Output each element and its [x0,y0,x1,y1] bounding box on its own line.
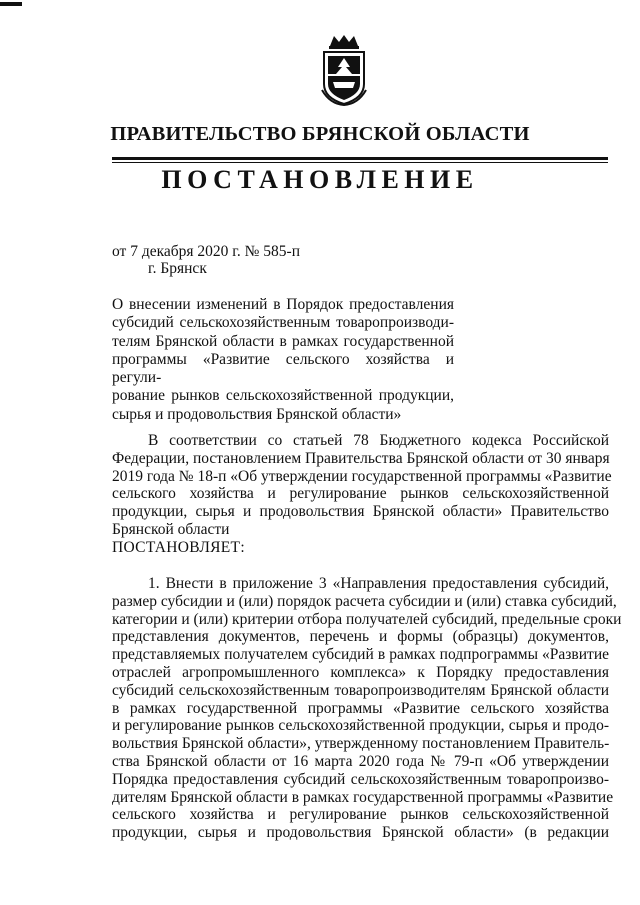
preamble-line: 2019 года № 18-п «Об утверждении государственной программы «Развитие [112,467,612,485]
header-divider-thin [112,162,608,163]
point-1-line: категории и (или) критерии отбора получателей субсидий, предельные сроки [112,610,622,628]
point-1-line: сельского хозяйства и регулирование рынков сельскохозяйственной [112,806,609,824]
document-subject [112,296,454,424]
preamble-line: Брянской области [112,520,230,538]
subject-line: рование рынков сельскохозяйственной продукции, [112,387,454,405]
organization-title: ПРАВИТЕЛЬСТВО БРЯНСКОЙ ОБЛАСТИ [110,123,530,145]
preamble-line: сельского хозяйства и регулирование рынков сельскохозяйственной [112,485,609,503]
point-1-line: отраслей агропромышленного комплекса» к Порядку предоставления [112,663,609,681]
preamble-paragraph [112,432,612,539]
point-1-line: дителям Брянской области в рамках государственной программы «Развитие [112,788,614,806]
point-1-line: представляемых получателем субсидий в рамках подпрограммы «Развитие [112,646,609,664]
document-city: г. Брянск [148,260,207,277]
header-divider [112,157,608,160]
point-1-line: Порядка предоставления субсидий сельскохозяйственным товаропроизво- [112,770,609,788]
point-1-line: субсидий сельскохозяйственным товаропроизводителям Брянской области [112,681,609,699]
point-1-line: 1. Внести в приложение 3 «Направления предоставления субсидий, [148,575,609,592]
point-1-line: и регулирование рынков сельскохозяйственной продукции, сырья и продо- [112,717,609,735]
subject-line: субсидий сельскохозяйственным товаропроизводи- [112,314,454,332]
decree-word: ПОСТАНОВЛЯЕТ: [112,539,245,556]
point-1-line: в рамках государственной программы «Развитие сельского хозяйства [112,699,609,717]
bryansk-coat-of-arms-icon [320,34,368,106]
preamble-line: В соответствии со статьей 78 Бюджетного кодекса Российской [148,432,609,449]
point-1-line: представления документов, перечень и формы (образцы) документов, [112,628,609,646]
scan-corner-mark [0,2,22,6]
point-1-line: размер субсидии и (или) порядок расчета субсидии и (или) ставка субсидий, [112,592,617,610]
document-date-number: от 7 декабря 2020 г. № 585-п [112,243,301,260]
subject-line: телям Брянской области в рамках государственной [112,332,454,350]
preamble-line: Федерации, постановлением Правительства Брянской области от 30 января [112,449,610,467]
preamble-line: продукции, сырья и продовольствия Брянской области» Правительство [112,503,609,521]
subject-line: программы «Развитие сельского хозяйства и регули- [112,350,454,387]
subject-line: О внесении изменений в Порядок предоставления [112,296,454,313]
point-1-line: продукции, сырья и продовольствия Брянской области» (в редакции [112,824,609,842]
point-1-line: вольствия Брянской области», утвержденному постановлением Правитель- [112,735,610,753]
subject-line: сырья и продовольствия Брянской области» [112,405,402,423]
document-type-title: ПОСТАНОВЛЕНИЕ [161,165,479,194]
point-1-line: ства Брянской области от 16 марта 2020 года № 79-п «Об утверждении [112,752,609,770]
point-1-paragraph [112,575,622,842]
